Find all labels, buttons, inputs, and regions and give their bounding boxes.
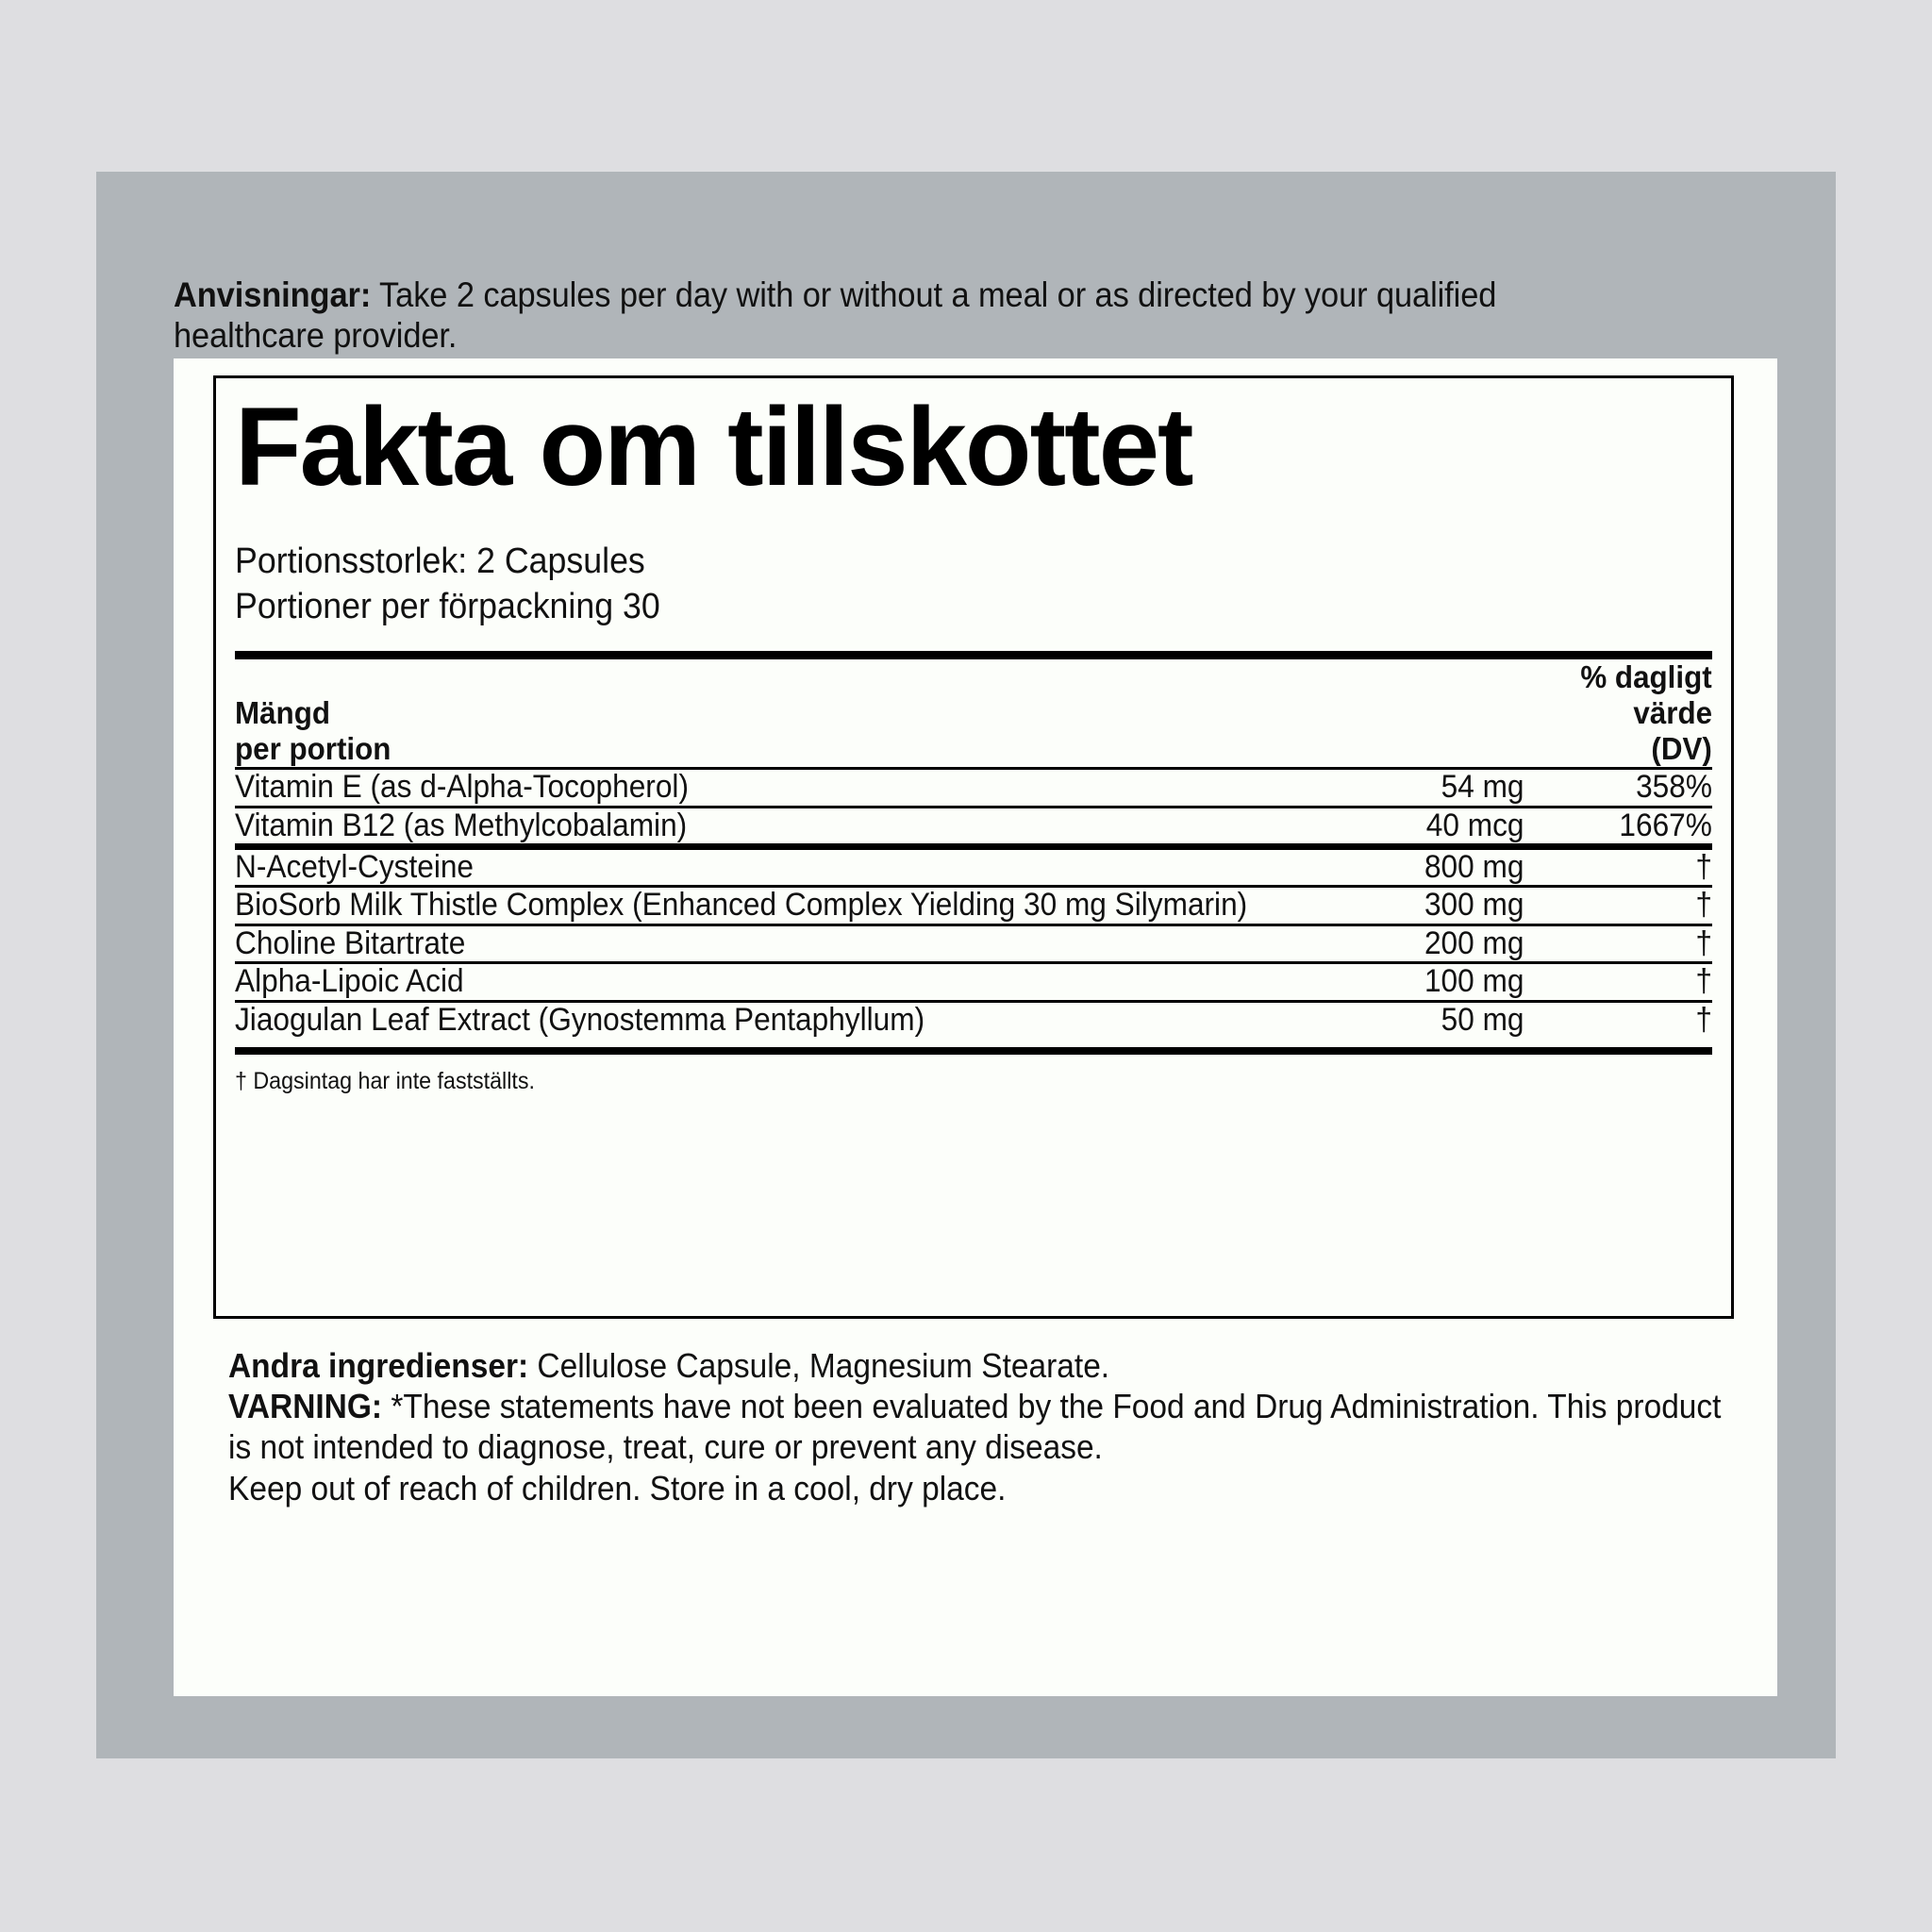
ingredient-amount-cell [1324,808,1524,843]
ingredient-name-cell [235,964,1324,999]
warning-label: VARNING: [228,1387,383,1426]
directions-text: Take 2 capsules per day with or without a meal or as directed by your qualified healthcare provider. [174,275,1497,356]
ingredient-name-cell [235,808,1324,843]
daily-value-footnote: † Dagsintag har inte fastställts. [235,1068,535,1095]
table-row [235,888,1712,923]
ingredient-name-cell [235,770,1324,805]
ingredient-name: N-Acetyl-Cysteine [235,849,475,886]
table-header-row [235,659,1712,768]
header-dv-cell [1524,659,1712,768]
ingredient-dv-cell [1524,888,1712,923]
label-plate [96,172,1836,1758]
page-title: Fakta om tillskottet [235,385,1192,509]
ingredient-name-cell [235,850,1324,885]
supplement-facts-box [213,375,1734,1319]
other-ingredients-paragraph [228,1345,1632,1386]
ingredient-amount: 800 mg [1424,849,1524,886]
ingredient-dv: † [1695,849,1712,886]
ingredient-dv: 1667% [1619,807,1712,843]
ingredient-dv-cell [1524,1003,1712,1038]
divider-thick-bottom [235,1047,1712,1055]
ingredient-name: BioSorb Milk Thistle Complex (Enhanced Complex Yielding 30 mg Silymarin) [235,887,1248,924]
ingredient-amount: 300 mg [1424,887,1524,924]
table-row [235,770,1712,805]
ingredient-amount-cell [1324,964,1524,999]
ingredient-name-cell [235,926,1324,961]
table-row [235,850,1712,885]
directions-paragraph [174,275,1647,357]
ingredient-amount: 200 mg [1424,924,1524,961]
servings-per-container: Portioner per förpackning 30 [235,587,660,627]
header-dv-line3: (DV) [1651,731,1712,767]
header-amount-cell [235,659,1324,768]
ingredient-amount-cell [1324,850,1524,885]
serving-info [235,539,1624,630]
ingredient-amount: 100 mg [1424,963,1524,1000]
ingredient-name-cell [235,888,1324,923]
nutrition-table [235,659,1712,1039]
table-row [235,1003,1712,1038]
ingredient-name: Choline Bitartrate [235,924,466,961]
ingredient-dv: † [1695,924,1712,961]
ingredient-dv: 358% [1636,769,1712,806]
nutrition-table-body [235,659,1712,1039]
ingredient-name-cell [235,1003,1324,1038]
header-spacer-cell [1324,659,1524,768]
serving-size: Portionsstorlek: 2 Capsules [235,541,645,581]
ingredient-amount-cell [1324,770,1524,805]
ingredient-name: Vitamin B12 (as Methylcobalamin) [235,807,688,843]
table-row [235,926,1712,961]
ingredient-amount-cell [1324,888,1524,923]
ingredient-dv: † [1695,887,1712,924]
ingredient-amount: 40 mcg [1425,807,1524,843]
table-row [235,808,1712,843]
header-dv-line2: värde [1633,694,1712,730]
ingredient-dv-cell [1524,850,1712,885]
header-dv-line1: % dagligt [1580,658,1712,694]
other-ingredients-label: Andra ingredienser: [228,1346,529,1385]
table-row [235,964,1712,999]
other-ingredients-text: Cellulose Capsule, Magnesium Stearate. [528,1346,1110,1385]
header-amount-line1: Mängd [235,694,331,730]
directions-label: Anvisningar: [174,275,372,314]
warning-text: *These statements have not been evaluated by the Food and Drug Administration. This product is not intended to diagnose, treat, cure or prevent any disease. [228,1387,1722,1467]
storage-paragraph: Keep out of reach of children. Store in a cool, dry place. [228,1468,1007,1507]
divider-thick-top [235,651,1712,659]
ingredient-amount: 54 mg [1441,769,1524,806]
supplement-facts-panel [174,358,1777,1696]
ingredient-amount: 50 mg [1441,1001,1524,1038]
header-amount-line2: per portion [235,731,391,767]
ingredient-name: Vitamin E (as d-Alpha-Tocopherol) [235,769,689,806]
ingredient-amount-cell [1324,1003,1524,1038]
ingredient-dv-cell [1524,964,1712,999]
ingredient-amount-cell [1324,926,1524,961]
ingredient-dv-cell [1524,926,1712,961]
ingredient-name: Jiaogulan Leaf Extract (Gynostemma Pentaphyllum) [235,1001,925,1038]
panel-footer-text [228,1345,1738,1508]
ingredient-dv-cell [1524,770,1712,805]
warning-paragraph [228,1386,1738,1467]
ingredient-dv: † [1695,963,1712,1000]
ingredient-dv-cell [1524,808,1712,843]
ingredient-name: Alpha-Lipoic Acid [235,963,464,1000]
ingredient-dv: † [1695,1001,1712,1038]
